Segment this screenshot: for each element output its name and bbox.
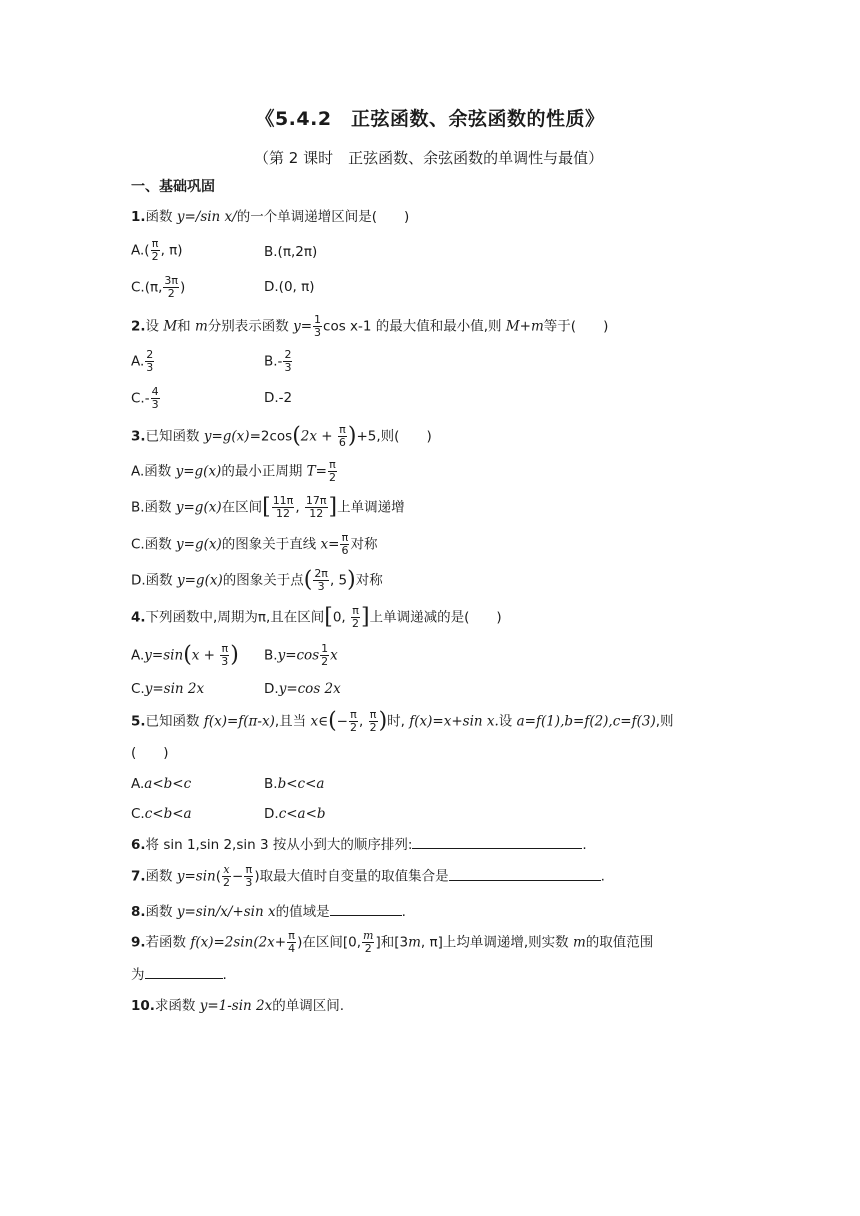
q5-option-c: C.c<b<a [131, 806, 192, 822]
question-1: 1.函数 y=/sin x/的一个单调递增区间是( ) [131, 209, 410, 225]
question-4: 4.下列函数中,周期为π,且在区间[0, $\frac{\pi}{2}$ ]上单调递减的是( ) [131, 604, 502, 630]
q2-option-d: D.-2 [264, 390, 293, 406]
q5-option-b: B.b<c<a [264, 776, 325, 792]
q4-option-a: A.y=sin(x + $\frac{\pi}{3}$ ) [131, 642, 239, 668]
q4-option-c: C.y=sin 2x [131, 681, 205, 697]
answer-blank[interactable] [449, 866, 601, 881]
q1-option-b: B.(π,2π) [264, 244, 318, 260]
question-9: 9.若函数 f(x)=2sin(2x+ $\frac{\pi}{4}$ )在区间[0, $\frac{m}{2}$ ]和[3m, π]上均单调递增,则实数 m的取值范围 [131, 929, 654, 955]
q5-answer-paren: ( ) [131, 745, 169, 761]
question-2: 2.设 M和 m分别表示函数 y= $\frac{1}{3}$ cos x-1 的最大值和最小值,则 M+m等于( ) [131, 313, 609, 339]
q3-option-a: A.函数 y=g(x)的最小正周期 T= $\frac{\pi}{2}$ [131, 458, 336, 484]
answer-blank[interactable] [145, 964, 223, 979]
q3-option-c: C.函数 y=g(x)的图象关于直线 x= $\frac{\pi}{6}$ 对称 [131, 531, 378, 557]
answer-blank[interactable] [330, 901, 402, 916]
q3-option-b: B.函数 y=g(x)在区间[ $\frac{11\pi}{12}$ , $\frac{17\pi}{12}$ ]上单调递增 [131, 494, 405, 520]
question-10: 10.求函数 y=1-sin 2x的单调区间. [131, 998, 345, 1014]
question-9-cont: 为 . [131, 964, 227, 985]
question-8: 8.函数 y=sin/x/+sin x的值域是 . [131, 901, 406, 922]
q2-option-a: A. $\frac{2}{3}$ [131, 348, 154, 374]
q2-option-c: C.- $\frac{4}{3}$ [131, 385, 159, 411]
q1-option-a: A.( $\frac{\pi}{2}$ , π) [131, 237, 183, 263]
question-5: 5.已知函数 f(x)=f(π-x),且当 x∈(− $\frac{\pi}{2}$ , $\frac{\pi}{2}$ )时, f(x)=x+sin x.设 a=f(1),b=f(2),c=f(3),则 [131, 708, 674, 734]
q1-option-c: C.(π, $\frac{3\pi}{2}$ ) [131, 274, 186, 300]
page-title: 《5.4.2 正弦函数、余弦函数的性质》 [255, 108, 605, 130]
q2-option-b: B.- $\frac{2}{3}$ [264, 348, 292, 374]
page-subtitle: （第 2 课时 正弦函数、余弦函数的单调性与最值） [254, 149, 604, 167]
q5-option-a: A.a<b<c [131, 776, 192, 792]
question-3: 3.已知函数 y=g(x)=2cos(2x + $\frac{\pi}{6}$ )+5,则( ) [131, 423, 432, 449]
q4-option-d: D.y=cos 2x [264, 681, 341, 697]
q1-option-d: D.(0, π) [264, 279, 315, 295]
section-heading: 一、基础巩固 [131, 179, 215, 195]
question-7: 7.函数 y=sin( $\frac{x}{2}$ − $\frac{\pi}{3}$ )取最大值时自变量的取值集合是 . [131, 863, 605, 889]
answer-blank[interactable] [412, 834, 582, 849]
q5-option-d: D.c<a<b [264, 806, 326, 822]
q3-option-d: D.函数 y=g(x)的图象关于点( $\frac{2\pi}{3}$ , 5)对称 [131, 567, 383, 593]
question-6: 6.将 sin 1,sin 2,sin 3 按从小到大的顺序排列: . [131, 834, 587, 855]
q4-option-b: B.y=cos $\frac{1}{2}$ x [264, 642, 338, 668]
